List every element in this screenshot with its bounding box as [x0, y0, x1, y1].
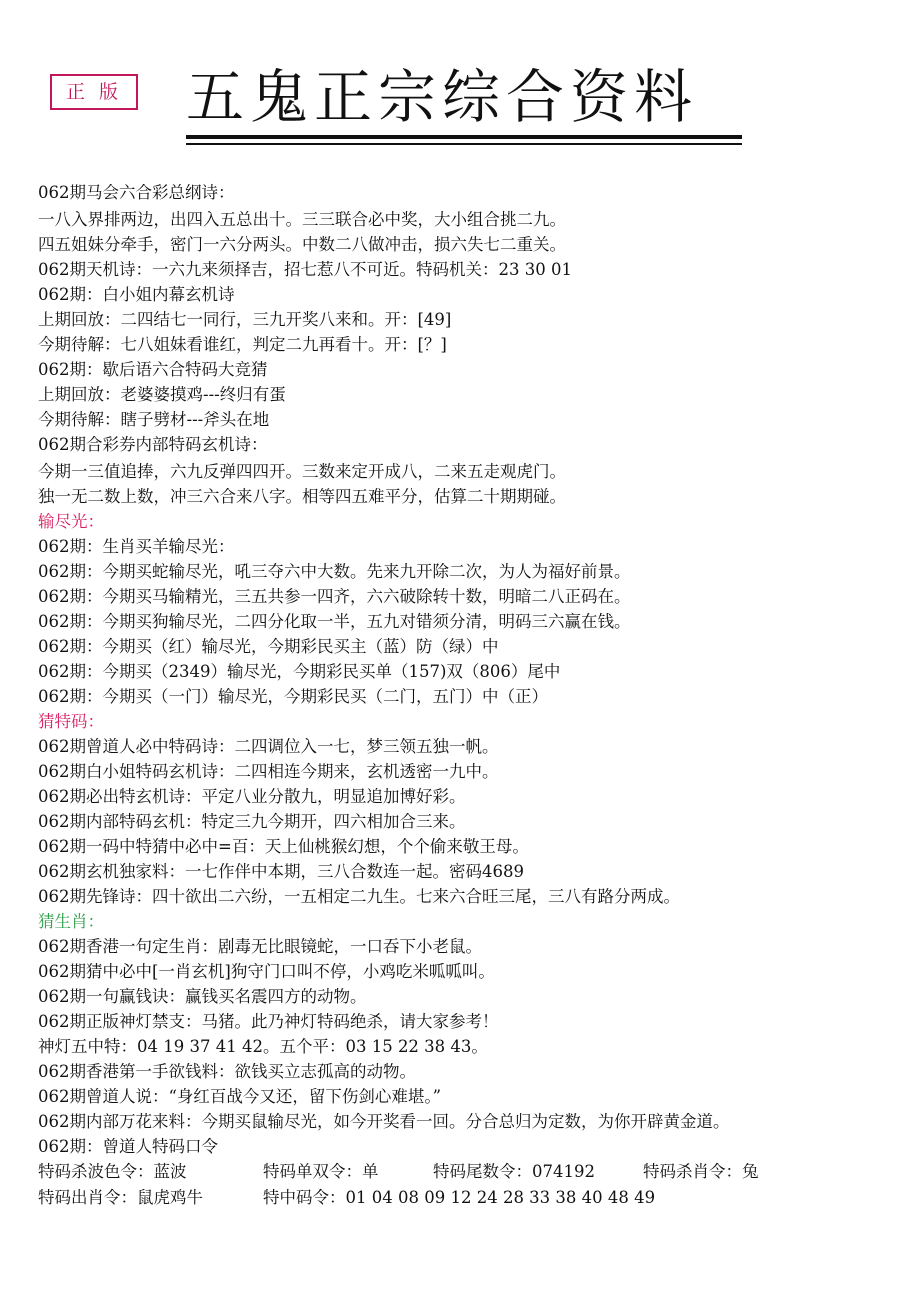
text-line: 062期猜中必中[一肖玄机]狗守门口叫不停，小鸡吃米呱呱叫。 [38, 962, 495, 981]
text-line: 今期待解：七八姐妹看谁红，判定二九再看十。开：[？] [38, 335, 447, 354]
text-line: 062期香港第一手欲钱料：欲钱买立志孤高的动物。 [38, 1062, 416, 1081]
title-underline-thick [186, 135, 742, 139]
text-line: 上期回放：老婆婆摸鸡---终归有蛋 [38, 385, 286, 404]
text-line: 062期：今期买马输精光，三五共参一四齐，六六破除转十数，明暗二八正码在。 [38, 587, 631, 606]
text-line: 062期内部特码玄机：特定三九今期开，四六相加合三来。 [38, 812, 466, 831]
section-heading: 输尽光： [38, 512, 104, 531]
content-body [38, 180, 888, 1211]
text-line: 062期曾道人说：“身红百战今又还，留下伤剑心难堪。” [38, 1087, 442, 1106]
command-item: 特中码令：01 04 08 09 12 24 28 33 38 40 48 49 [263, 1188, 656, 1207]
text-line: 062期：今期买（2349）输尽光，今期彩民买单（157)双（806）尾中 [38, 662, 561, 681]
text-line: 062期：生肖买羊输尽光： [38, 537, 235, 556]
command-item: 特码尾数令：074192 [433, 1162, 595, 1181]
title-underline-thin [186, 143, 742, 145]
text-line: 062期天机诗：一六九来须择吉，招七惹八不可近。特码机关：23 30 01 [38, 260, 572, 279]
text-line: 062期马会六合彩总纲诗： [38, 183, 235, 202]
text-line: 062期内部万花来料：今期买鼠输尽光，如今开奖看一回。分合总归为定数，为你开辟黄金道。 [38, 1112, 730, 1131]
badge-zhengban: 正 版 [50, 74, 138, 110]
command-row-2 [38, 1185, 888, 1211]
text-line: 独一无二数上数，冲三六合来八字。相等四五难平分，估算二十期期碰。 [38, 487, 566, 506]
text-line: 062期一句赢钱诀：赢钱买名震四方的动物。 [38, 987, 367, 1006]
text-line: 062期：曾道人特码口令 [38, 1137, 218, 1156]
text-line: 062期：今期买（红）输尽光，今期彩民买主（蓝）防（绿）中 [38, 637, 499, 656]
text-line: 今期一三值追捧，六九反弹四四开。三数来定开成八，二来五走观虎门。 [38, 462, 566, 481]
command-item: 特码出肖令：鼠虎鸡牛 [38, 1188, 203, 1207]
text-line: 062期：今期买（一门）输尽光，今期彩民买（二门，五门）中（正） [38, 687, 548, 706]
text-line: 062期：白小姐内幕玄机诗 [38, 285, 235, 304]
text-line: 上期回放：二四结七一同行，三九开奖八来和。开：[49] [38, 310, 452, 329]
text-line: 062期白小姐特码玄机诗：二四相连今期来，玄机透密一九中。 [38, 762, 499, 781]
page-title: 五鬼正宗综合资料 [186, 63, 699, 131]
text-line: 062期玄机独家料：一七作伴中本期，三八合数连一起。密码4689 [38, 862, 524, 881]
text-line: 062期正版神灯禁支：马猪。此乃神灯特码绝杀，请大家参考！ [38, 1012, 499, 1031]
command-item: 特码杀肖令：兔 [643, 1162, 759, 1181]
command-item: 特码杀波色令：蓝波 [38, 1162, 187, 1181]
text-line: 四五姐妹分牵手，密门一六分两头。中数二八做冲击，损六失七二重关。 [38, 235, 566, 254]
text-line: 神灯五中特：04 19 37 41 42。五个平：03 15 22 38 43。 [38, 1037, 488, 1056]
text-line: 062期：歇后语六合特码大竞猜 [38, 360, 268, 379]
text-line: 062期一码中特猜中必中=百：天上仙桃猴幻想，个个偷来敬王母。 [38, 837, 529, 856]
text-line: 062期必出特玄机诗：平定八业分散九，明显追加博好彩。 [38, 787, 466, 806]
section-heading: 猜特码： [38, 712, 104, 731]
text-line: 062期合彩券内部特码玄机诗： [38, 435, 268, 454]
section-heading: 猜生肖： [38, 912, 104, 931]
text-line: 一八入界排两边，出四入五总出十。三三联合必中奖，大小组合挑二九。 [38, 210, 566, 229]
text-line: 062期先锋诗：四十欲出二六纷，一五相定二九生。七来六合旺三尾，三八有路分两成。 [38, 887, 680, 906]
command-row-1 [38, 1159, 888, 1185]
text-line: 今期待解：瞎子劈材---斧头在地 [38, 410, 270, 429]
command-item: 特码单双令：单 [263, 1162, 379, 1181]
text-line: 062期：今期买狗输尽光，二四分化取一半，五九对错须分清，明码三六赢在钱。 [38, 612, 631, 631]
text-line: 062期：今期买蛇输尽光，吼三夺六中大数。先来九开除二次，为人为福好前景。 [38, 562, 631, 581]
text-line: 062期曾道人必中特码诗：二四调位入一七，梦三领五独一帆。 [38, 737, 499, 756]
text-line: 062期香港一句定生肖：剧毒无比眼镜蛇，一口吞下小老鼠。 [38, 937, 482, 956]
